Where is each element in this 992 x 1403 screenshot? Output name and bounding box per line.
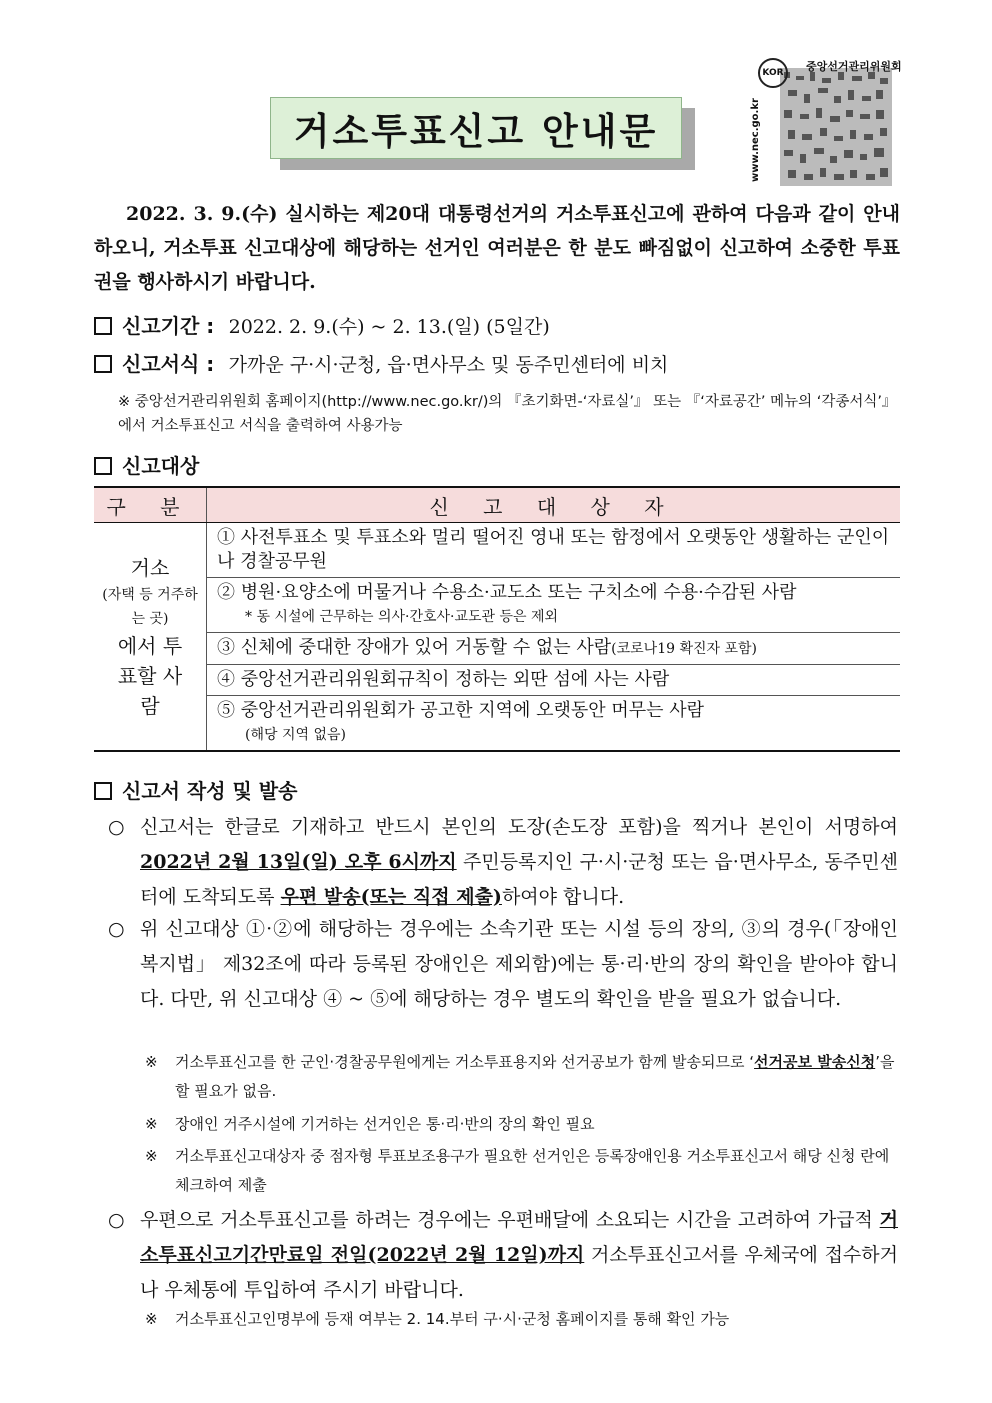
bullet-icon: ○ [108,1209,125,1231]
p2-text: 위 신고대상 ①·②에 해당하는 경우에는 소속기관 또는 시설 등의 장의, ③의 경우(「장애인복지법」 제32조에 따라 등록된 장애인은 제외함)에는 통·리·반의 장의 확인을 받아야 합니다. 다만, 위 신고대상 ④ ~ ⑤에 해당하는 경우 별도의 확인을 받을 필요가 없습니다. [140,918,898,1010]
note-mark: ※ [145,1115,158,1133]
item-text: 중앙선거관리위원회규칙이 정하는 외딴 섬에 사는 사람 [240,669,670,690]
note-3 [145,1142,898,1200]
submit-heading: 신고서 작성 및 발송 [122,779,298,803]
p3-underlined: 거소투표신고기간만료일 전일(2022년 2월 12일)까지 [140,1209,898,1266]
submit-para-1 [108,810,898,915]
note-2 [145,1110,898,1139]
checkbox-icon [94,457,112,475]
note-mark: ※ [145,1310,158,1328]
item-text: 사전투표소 및 투표소와 멀리 떨어진 영내 또는 함정에서 오랫동안 생활하는 군인이나 경찰공무원 [217,527,890,572]
n4-text: 거소투표신고인명부에 등재 여부는 2. 14.부터 구·시·군청 홈페이지를 통해 확인 가능 [175,1310,730,1328]
target-row-5 [207,696,901,752]
target-row-4 [207,665,901,696]
targets-heading: 신고대상 [122,454,200,478]
p1-text-a: 신고서는 한글로 기재하고 반드시 본인의 도장(손도장 포함)을 찍거나 본인이 서명하여 [140,816,898,838]
page-title: 거소투표신고 안내문 [270,97,682,159]
note-mark: ※ [145,1147,158,1165]
bullet-icon: ○ [108,816,125,838]
form-value: 가까운 구·시·군청, 읍·면사무소 및 동주민센터에 비치 [228,354,669,376]
item-note: (해당 지역 없음) [245,727,346,743]
submit-para-3 [108,1203,898,1308]
item-number: ② [217,582,235,603]
checkbox-icon [94,317,112,335]
period-value: 2022. 2. 9.(수) ~ 2. 13.(일) (5일간) [228,316,550,338]
p1-text-b: 주민등록지인 구·시·군청 또는 읍·면사무소, 동주민센터에 도착되도록 [140,851,898,908]
note-1 [145,1048,898,1106]
item-note: * 동 시설에 근무하는 의사·간호사·교도관 등은 제외 [245,609,559,625]
category-sub: (자택 등 거주하는 곳) [102,586,198,627]
kor-logo: KOR [758,58,788,88]
section-submit [94,775,297,804]
checkbox-icon [94,355,112,373]
item-number: ① [217,527,235,548]
bullet-icon: ○ [108,918,125,940]
target-row-2 [207,578,901,633]
form-note: ※ 중앙선거관리위원회 홈페이지(http://www.nec.go.kr/)의 『초기화면-‘자료실’』 또는 『‘자료공간’ 메뉴의 ‘각종서식’』에서 거소투표신고 서식을 출력하여 사용가능 [118,394,897,434]
n1-text-b: ’을 할 필요가 없음. [175,1053,895,1100]
form-label: 신고서식 : [122,352,215,376]
checkbox-icon [94,782,112,800]
note-mark: ※ [145,1053,158,1071]
intro-paragraph: 2022. 3. 9.(수) 실시하는 제20대 대통령선거의 거소투표신고에 관하여 다음과 같이 안내하오니, 거소투표 신고대상에 해당하는 선거인 여러분은 한 분도 빠짐없이 신고하여 소중한 투표권을 행사하시기 바랍니다. [94,203,900,293]
submit-para-2 [108,912,898,1017]
section-targets [94,450,199,479]
item-number: ⑤ [217,700,235,721]
item-number: ④ [217,669,235,690]
targets-table [94,486,900,752]
col-category: 구 분 [94,487,207,523]
section-form [94,348,668,377]
category-cell [94,523,207,752]
mail-method-text: 우편 발송(또는 직접 제출) [280,886,502,908]
p3-text-b: 거소투표신고서를 우체국에 접수하거나 우체통에 투입하여 주시기 바랍니다. [140,1244,898,1301]
item-text: 병원·요양소에 머물거나 수용소·교도소 또는 구치소에 수용·수감된 사람 [240,582,797,603]
category-main1: 거소 [130,555,170,580]
qr-url: www.nec.go.kr [750,98,761,182]
deadline-text: 2022년 2월 13일(일) 오후 6시까지 [140,851,457,873]
item-text: 중앙선거관리위원회가 공고한 지역에 오랫동안 머무는 사람 [240,700,705,721]
n2-text: 장애인 거주시설에 기거하는 선거인은 통·리·반의 장의 확인 필요 [175,1115,595,1133]
qr-org-name: 중앙선거관리위원회 [806,60,902,73]
n1-underlined: 선거공보 발송신청 [754,1053,876,1071]
col-targets: 신 고 대 상 자 [207,487,901,523]
item-number: ③ [217,637,235,658]
note-4 [145,1305,898,1334]
p3-text-a: 우편으로 거소투표신고를 하려는 경우에는 우편배달에 소요되는 시간을 고려하여 가급적 [140,1209,880,1231]
section-period [94,310,550,339]
target-row-3 [207,633,901,665]
p1-text-c: 하여야 합니다. [501,886,625,908]
category-main2: 에서 투표할 사람 [117,633,183,718]
n3-text: 거소투표신고대상자 중 점자형 투표보조용구가 필요한 선거인은 등록장애인용 거소투표신고서 해당 신청 란에 체크하여 제출 [175,1147,890,1194]
item-text: 신체에 중대한 장애가 있어 거동할 수 없는 사람 [240,637,612,658]
item-note: (코로나19 확진자 포함) [611,641,757,657]
period-label: 신고기간 : [122,314,215,338]
n1-text-a: 거소투표신고를 한 군인·경찰공무원에게는 거소투표용지와 선거공보가 함께 발송되므로 ‘ [175,1053,755,1071]
target-row-1 [207,523,901,578]
